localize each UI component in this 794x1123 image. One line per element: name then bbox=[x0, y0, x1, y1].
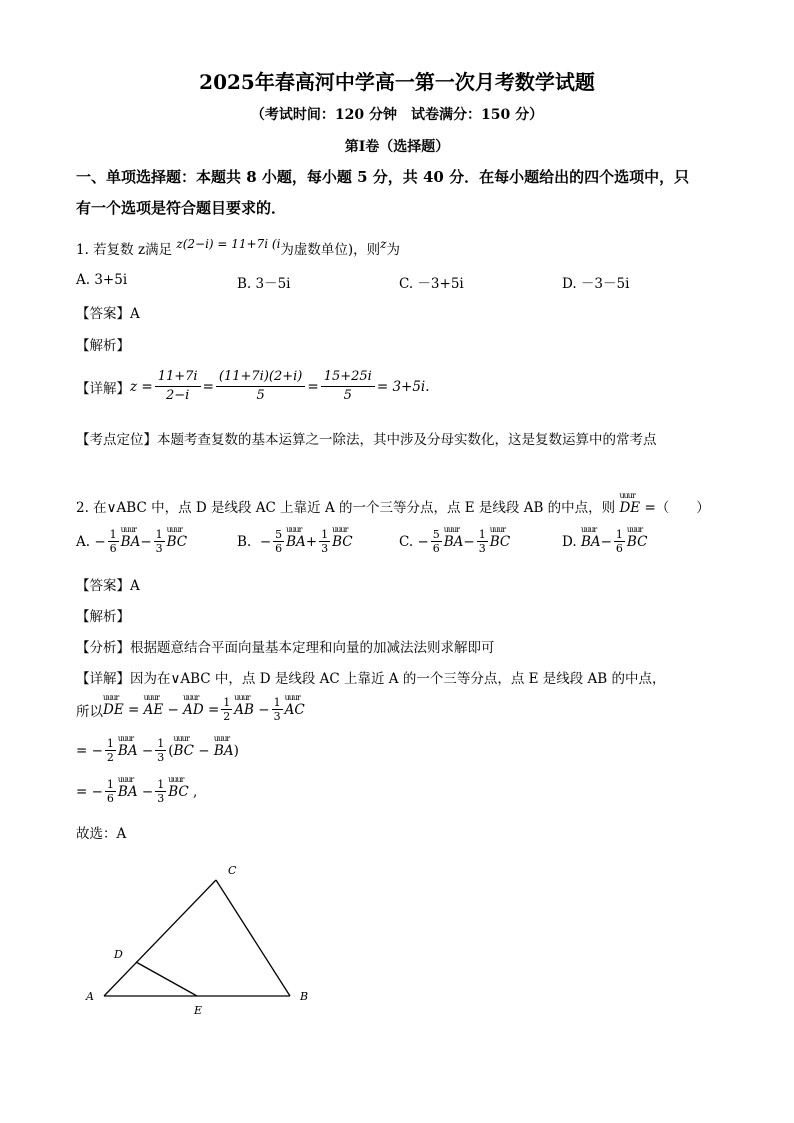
section-heading-line1: 一、单项选择题：本题共 8 小题，每小题 5 分，共 40 分．在每小题给出的四个选项中，只 bbox=[76, 168, 690, 186]
q1-detail-label: 【详解】 bbox=[76, 380, 130, 397]
q2-step-1: 所以 uuur DE = uuur AE − uuur AD = $\frac{1}{2}$ uuur AB − $\frac{1}{3}$ uuur AC bbox=[76, 696, 305, 723]
q2-fenxi: 【分析】根据题意结合平面向量基本定理和向量的加减法法则求解即可 bbox=[76, 640, 495, 656]
label-d: D bbox=[114, 948, 123, 961]
q1-analysis-label: 【解析】 bbox=[76, 338, 130, 354]
q2-option-c: C. − $\frac{5}{6}$ uuur BA − $\frac{1}{3}$ uuur BC bbox=[399, 528, 510, 555]
triangle-figure bbox=[76, 858, 336, 1028]
label-b: B bbox=[300, 990, 309, 1003]
q1-kaodian: 【考点定位】本题考查复数的基本运算之一除法，其中涉及分母实数化，这是复数运算中的常考点 bbox=[76, 432, 657, 448]
q2-conclusion: 故选：A bbox=[76, 826, 127, 842]
segment-ac bbox=[104, 880, 216, 996]
q1-frac-3: $\frac{15+25i}{5}$ bbox=[321, 368, 375, 405]
segment-de bbox=[136, 962, 197, 996]
label-c: C bbox=[228, 864, 237, 877]
q1-frac-1: $\frac{11+7i}{2-i}$ bbox=[155, 368, 201, 405]
q1-detail-z: z = bbox=[130, 378, 153, 395]
q2-answer: 【答案】A bbox=[76, 578, 140, 594]
q1-option-c: C. －3+5i bbox=[399, 276, 464, 292]
section-heading-line2: 有一个选项是符合题目要求的． bbox=[76, 199, 287, 217]
q2-option-d: D. uuur BA − $\frac{1}{6}$ uuur BC bbox=[562, 528, 647, 555]
label-a: A bbox=[86, 990, 94, 1003]
page-title: 2025年春高河中学高一第一次月考数学试题 bbox=[199, 70, 595, 94]
q2-stem-end: =（ ） bbox=[644, 500, 710, 516]
q1-formula: z(2−i) = 11+7i (i bbox=[176, 237, 281, 251]
q1-suffix: 为虚数单位)，则 bbox=[280, 242, 381, 258]
q2-stem-text: 2. 在∨ABC 中，点 D 是线段 AC 上靠近 A 的一个三等分点，点 E 是线段 AB 的中点，则 bbox=[76, 500, 616, 516]
q1-detail: 【详解】 z = $\frac{11+7i}{2-i}$ = $\frac{(11+7i)(2+i)}{5}$ = $\frac{15+25i}{5}$ = 3+5i. bbox=[76, 369, 430, 403]
q1-frac-2: $\frac{(11+7i)(2+i)}{5}$ bbox=[216, 368, 305, 405]
label-e: E bbox=[194, 1004, 203, 1017]
volume-heading: 第Ⅰ卷（选择题） bbox=[344, 139, 450, 155]
exam-info: （考试时间：120 分钟 试卷满分：150 分） bbox=[250, 107, 544, 123]
q1-end: 为 bbox=[386, 242, 401, 258]
question-1-stem bbox=[76, 238, 400, 258]
q1-result: = 3+5i. bbox=[376, 378, 430, 395]
q2-detail: 【详解】因为在∨ABC 中，点 D 是线段 AC 上靠近 A 的一个三等分点，点 E 是线段 AB 的中点， bbox=[76, 671, 666, 687]
q1-prefix: 1. 若复数 z满足 bbox=[76, 242, 173, 258]
q2-step-3: = − $\frac{1}{6}$ uuur BA − $\frac{1}{3}$ uuur BC , bbox=[76, 778, 197, 805]
segment-cb bbox=[216, 880, 290, 996]
q1-option-b: B. 3－5i bbox=[237, 276, 291, 292]
q2-option-a: A. − $\frac{1}{6}$ uuur BA − $\frac{1}{3}$ uuur BC bbox=[76, 528, 187, 555]
q1-z: z bbox=[380, 237, 387, 251]
q1-option-a: A. 3+5i bbox=[76, 272, 128, 288]
q2-analysis-label: 【解析】 bbox=[76, 609, 130, 625]
q2-option-b: B. − $\frac{5}{6}$ uuur BA + $\frac{1}{3}$ uuur BC bbox=[237, 528, 353, 555]
q1-answer: 【答案】A bbox=[76, 306, 140, 322]
q2-step-2: = − $\frac{1}{2}$ uuur BA − $\frac{1}{3}$ ( uuur BC − uuur BA ) bbox=[76, 737, 239, 764]
q1-option-d: D. －3－5i bbox=[562, 276, 630, 292]
q2-stem-vector: uuur DE bbox=[619, 500, 640, 516]
question-2-stem bbox=[76, 496, 710, 516]
